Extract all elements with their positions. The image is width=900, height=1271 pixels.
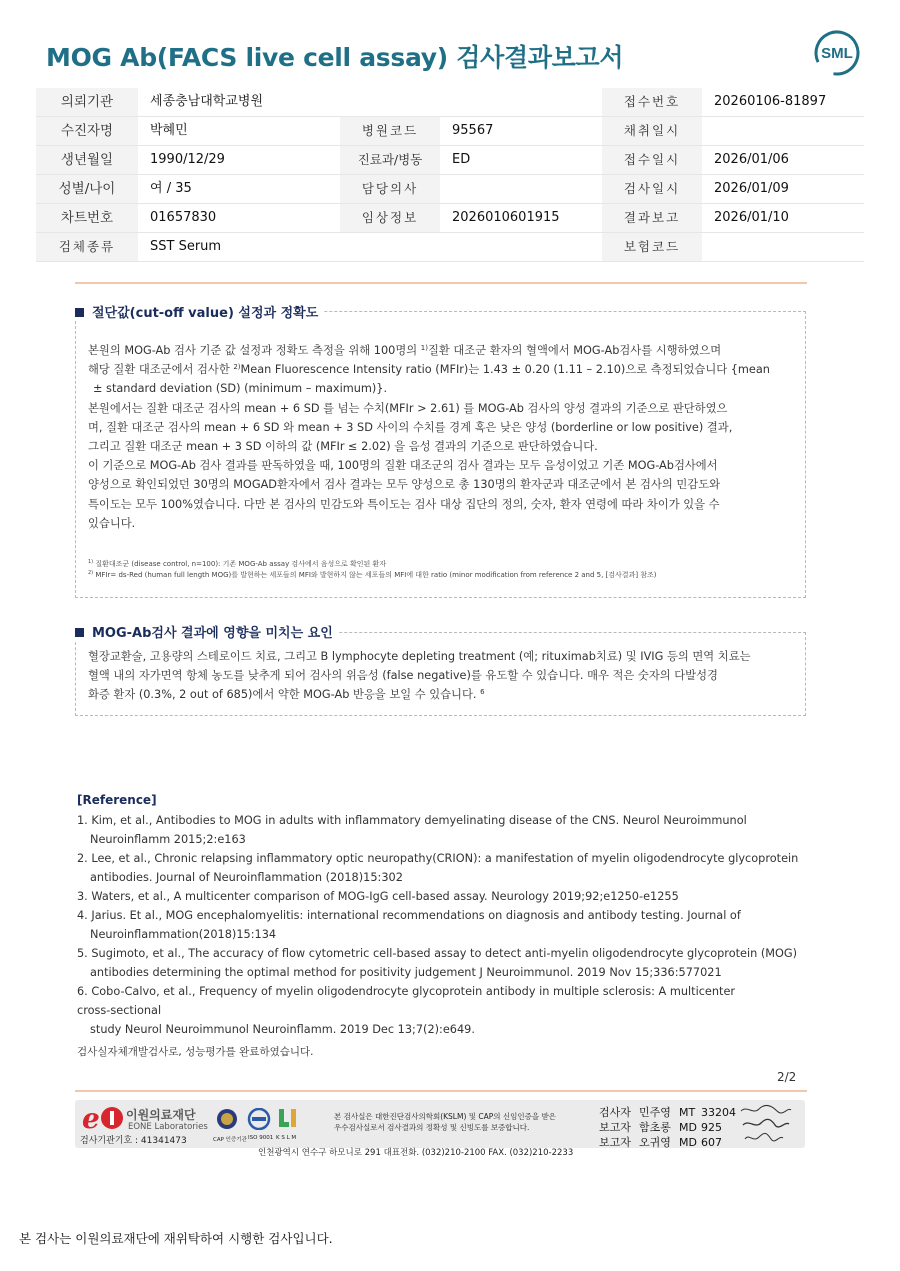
label-specimen: 검체종류 — [36, 233, 138, 262]
label-report-date: 결과보고 — [602, 204, 702, 233]
value-received-time: 2026/01/06 — [702, 146, 864, 175]
value-accession-no: 20260106-81897 — [702, 88, 864, 117]
reference-6: 6. Cobo-Calvo, et al., Frequency of myelin oligodendrocyte glycoprotein antibody in multiple sclerosis: A multicenter — [77, 985, 736, 998]
value-specimen: SST Serum — [138, 233, 602, 262]
value-test-date: 2026/01/09 — [702, 175, 864, 204]
cutoff-line-4: 본원에서는 질환 대조군 검사의 mean + 6 SD 를 넘는 수치(MFIr > 2.61) 를 MOG-Ab 검사의 양성 결과의 기준으로 판단하였으 — [88, 401, 728, 415]
cert-iso-label: ISO 9001 — [248, 1135, 274, 1141]
lab-code: 검사기관기호 : 41341473 — [80, 1136, 187, 1146]
label-requester: 의뢰기관 — [36, 88, 138, 117]
label-birthdate: 생년월일 — [36, 146, 138, 175]
eone-logo-icon — [82, 1104, 124, 1132]
label-collection-time: 채취일시 — [602, 117, 702, 146]
reference-1: 1. Kim, et al., Antibodies to MOG in adults with inflammatory demyelinating disease of the CNS. Neurol Neuroimmunol — [77, 814, 747, 827]
cutoff-line-8: 양성으로 확인되었던 30명의 MOGAD환자에서 검사 결과는 모두 양성으로 총 130명의 환자군과 대조군에서 본 검사의 민감도와 — [88, 478, 721, 492]
value-sex-age: 여 / 35 — [138, 175, 340, 204]
reference-5-cont: antibodies determining the optimal method for positivity judgement J Neuroimmunol. 2019 Nov 15;336:577021 — [90, 966, 722, 979]
cutoff-line-3: ± standard deviation (SD) (minimum – maximum)}. — [93, 382, 388, 396]
cert-text-2: 우수검사실로서 검사결과의 정확성 및 신빙도를 보증합니다. — [334, 1123, 530, 1132]
value-requester: 세종충남대학교병원 — [138, 88, 602, 117]
signature-scribbles — [737, 1103, 795, 1147]
reference-2-cont: antibodies. Journal of Neuroinflammation (2018)15:302 — [90, 871, 403, 884]
cutoff-line-5: 며, 질환 대조군 검사의 mean + 6 SD 와 mean + 3 SD 사이의 수치를 경계 혹은 낮은 양성 (borderline or low positive) 결과, — [88, 420, 733, 434]
value-insurance-code — [702, 233, 864, 262]
references-heading: [Reference] — [77, 793, 157, 807]
section-cutoff-title: 절단값(cut-off value) 설정과 정확도 — [92, 306, 319, 321]
reference-2: 2. Lee, et al., Chronic relapsing inflammatory optic neuropathy(CRION): a manifestation of myelin oligodendrocyte glycoprotein — [77, 852, 799, 865]
footnote-2: $^{2)}$ MFIr= ds-Red (human full length MOG)를 발현하는 세포들의 MFI와 발현하지 않는 세포들의 MFI에 대한 ratio (minor modification from reference 2 and 5, [검사결과] 참조) — [88, 570, 657, 579]
sml-logo — [812, 28, 862, 78]
section-cutoff-body — [88, 341, 770, 533]
lab-name-ko: 이원의료재단 — [126, 1108, 196, 1122]
bullet-square-icon — [75, 308, 84, 317]
reference-6-cont2: study Neurol Neuroimmunol Neuroinflamm. 2019 Dec 13;7(2):e649. — [90, 1023, 475, 1036]
cert-text-1: 본 검사실은 대한진단검사의학회(KSLM) 및 CAP의 신임인증을 받은 — [334, 1112, 557, 1121]
cap-seal-icon — [216, 1108, 238, 1130]
reference-6-cont: cross-sectional — [77, 1004, 162, 1017]
factors-line-1: 혈장교환술, 고용량의 스테로이드 치료, 그리고 B lymphocyte depleting treatment (예; rituximab치료) 및 IVIG 등의 면역 치료는 — [88, 650, 751, 663]
label-patient-name: 수진자명 — [36, 117, 138, 146]
signer-row: 검사자 민주영 MT 33204 — [599, 1106, 736, 1119]
patient-info-table — [36, 88, 864, 262]
label-department: 진료과/병동 — [340, 146, 440, 175]
label-clinical-info: 임상정보 — [340, 204, 440, 233]
section-factors-title: MOG-Ab검사 결과에 영향을 미치는 요인 — [92, 626, 333, 641]
value-hospital-code: 95567 — [440, 117, 602, 146]
label-received-time: 접수일시 — [602, 146, 702, 175]
kslm-logo-icon — [277, 1107, 299, 1131]
signer-row: 보고자 함초롱 MD 925 — [599, 1121, 722, 1134]
factors-line-2: 혈액 내의 자가면역 항체 농도를 낮추게 되어 검사의 위음성 (false negative)를 유도할 수 있습니다. 매우 적은 숫자의 다발성경 — [88, 669, 718, 683]
cutoff-footnotes — [88, 559, 657, 581]
label-physician: 담당의사 — [340, 175, 440, 204]
label-accession-no: 접수번호 — [602, 88, 702, 117]
value-report-date: 2026/01/10 — [702, 204, 864, 233]
divider-bottom — [75, 1090, 807, 1092]
footnote-1: $^{1)}$ 질환대조군 (disease control, n=100): 기존 MOG-Ab assay 검사에서 음성으로 확인된 환자 — [88, 559, 387, 568]
cutoff-line-6: 그리고 질환 대조군 mean + 3 SD 이하의 값 (MFIr ≤ 2.02) 을 음성 결과의 기준으로 판단하였습니다. — [88, 440, 598, 454]
factors-line-3: 화증 환자 (0.3%, 2 out of 685)에서 약한 MOG-Ab 반응을 보일 수 있습니다. $^6$ — [88, 688, 485, 702]
reference-1-cont: Neuroinflamm 2015;2:e163 — [90, 833, 246, 846]
cutoff-line-9: 특이도는 모두 100%였습니다. 다만 본 검사의 민감도와 특이도는 검사 대상 집단의 정의, 숫자, 환자 연령에 따라 차이가 있을 수 — [88, 497, 720, 511]
reference-3: 3. Waters, et al., A multicenter comparison of MOG-IgG cell-based assay. Neurology 2019;92;e1250-e1255 — [77, 890, 679, 903]
label-test-date: 검사일시 — [602, 175, 702, 204]
cert-kslm-label: K S L M — [276, 1135, 297, 1141]
cert-cap-label: CAP 인증기관 — [213, 1137, 247, 1143]
bullet-square-icon — [75, 628, 84, 637]
reference-4-cont: Neuroinflammation(2018)15:134 — [90, 928, 277, 941]
cutoff-line-7: 이 기준으로 MOG-Ab 검사 결과를 판독하였을 때, 100명의 질환 대조군의 검사 결과는 모두 음성이었고 기존 MOG-Ab검사에서 — [88, 459, 718, 473]
cutoff-line-10: 있습니다. — [88, 516, 136, 530]
divider-top — [75, 282, 807, 284]
reference-4: 4. Jarius. Et al., MOG encephalomyelitis: international recommendations on diagnosis and antibody testing. Journal of — [77, 909, 741, 922]
references — [77, 793, 817, 1062]
signer-row: 보고자 오귀영 MD 607 — [599, 1136, 722, 1149]
value-clinical-info: 2026010601915 — [440, 204, 602, 233]
value-physician — [440, 175, 602, 204]
section-cutoff-heading — [75, 302, 324, 321]
label-sex-age: 성별/나이 — [36, 175, 138, 204]
referral-note: 본 검사는 이원의료재단에 재위탁하여 시행한 검사입니다. — [19, 1231, 333, 1246]
value-collection-time — [702, 117, 864, 146]
validation-note: 검사실자체개발검사로, 성능평가를 완료하였습니다. — [77, 1046, 314, 1058]
value-birthdate: 1990/12/29 — [138, 146, 340, 175]
label-chart-no: 차트번호 — [36, 204, 138, 233]
reference-5: 5. Sugimoto, et al., The accuracy of flow cytometric cell-based assay to detect anti-myelin oligodendrocyte glycoprotein (MOG) — [77, 947, 798, 960]
page-number: 2/2 — [777, 1070, 797, 1084]
svg-text:e: e — [82, 1104, 100, 1132]
value-chart-no: 01657830 — [138, 204, 340, 233]
iso-seal-icon — [246, 1108, 272, 1130]
cutoff-line-2: 해당 질환 대조군에서 검사한 $^{2)}$Mean Fluorescence Intensity ratio (MFIr)는 1.43 ± 0.20 (1.11 – 2.10)으로 측정되었습니다 {mean — [88, 363, 770, 377]
sml-logo-text: SML — [821, 45, 853, 62]
label-hospital-code: 병원코드 — [340, 117, 440, 146]
value-department: ED — [440, 146, 602, 175]
report-title: MOG Ab(FACS live cell assay) 검사결과보고서 — [46, 43, 624, 72]
cutoff-line-1: 본원의 MOG-Ab 검사 기준 값 설정과 정확도 측정을 위해 100명의 $^{1)}$질환 대조군 환자의 혈액에서 MOG-Ab검사를 시행하였으며 — [88, 344, 722, 357]
lab-name-en: EONE Laboratories — [128, 1122, 208, 1132]
section-factors-heading — [75, 622, 339, 641]
label-insurance-code: 보험코드 — [602, 233, 702, 262]
section-factors-body — [88, 647, 751, 705]
value-patient-name: 박혜민 — [138, 117, 340, 146]
lab-address: 인천광역시 연수구 하모니로 291 대표전화. (032)210-2100 FAX. (032)210-2233 — [258, 1148, 574, 1158]
